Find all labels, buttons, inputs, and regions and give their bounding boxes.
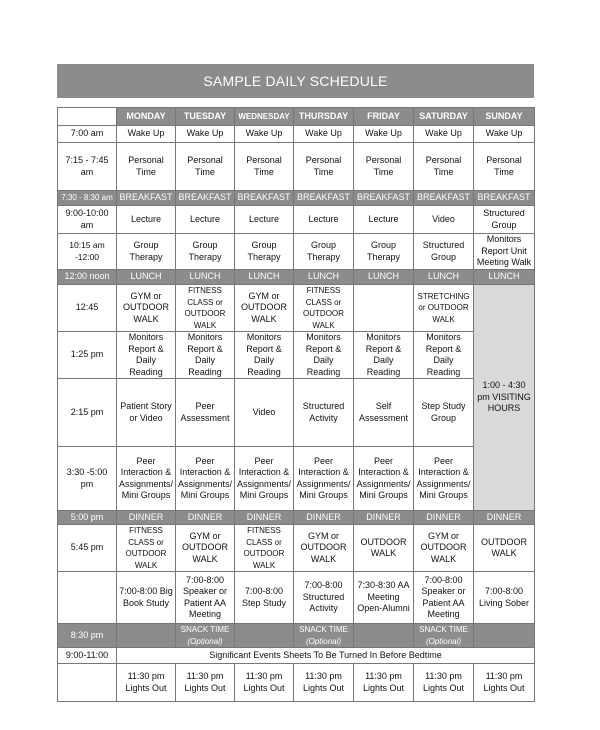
table-cell: 11:30 pm Lights Out <box>414 664 474 702</box>
time-cell: 7:15 - 7:45 am <box>58 143 117 191</box>
table-cell: 7:00-8:00 Step Study <box>235 572 294 624</box>
time-cell: 9:00-11:00 <box>58 648 117 664</box>
table-cell: LUNCH <box>294 270 354 285</box>
day-monday: MONDAY <box>117 108 176 126</box>
dinner-row <box>58 511 535 525</box>
table-cell: Monitors Report & Daily Reading <box>176 332 235 379</box>
table-cell: Group Therapy <box>235 234 294 270</box>
table-cell: FITNESS CLASS or OUTDOOR WALK <box>235 525 294 572</box>
time-cell: 3:30 -5:00 pm <box>58 447 117 511</box>
snack-row <box>58 624 535 648</box>
table-cell: Wake Up <box>117 126 176 143</box>
table-row <box>58 379 535 447</box>
day-friday: FRIDAY <box>354 108 414 126</box>
table-cell: Monitors Report & Daily Reading <box>294 332 354 379</box>
schedule-table <box>57 107 535 702</box>
table-cell: LUNCH <box>235 270 294 285</box>
table-cell: Wake Up <box>354 126 414 143</box>
table-cell: BREAKFAST <box>294 191 354 206</box>
table-row <box>58 664 535 702</box>
optional-label: (Optional) <box>425 636 462 646</box>
table-cell: Peer Interaction & Assignments/ Mini Groups <box>294 447 354 511</box>
table-cell: Wake Up <box>474 126 535 143</box>
table-cell: 7:30-8:30 AA Meeting Open-Alumni <box>354 572 414 624</box>
time-cell: 7:30 - 8:30 am <box>58 191 117 206</box>
table-cell: Group Therapy <box>117 234 176 270</box>
table-cell: Personal Time <box>176 143 235 191</box>
table-cell: Lecture <box>117 206 176 234</box>
table-row <box>58 525 535 572</box>
table-cell: DINNER <box>294 511 354 525</box>
table-cell: Personal Time <box>414 143 474 191</box>
day-saturday: SATURDAY <box>414 108 474 126</box>
table-cell: 11:30 pm Lights Out <box>294 664 354 702</box>
table-cell: Personal Time <box>235 143 294 191</box>
table-cell: Step Study Group <box>414 379 474 447</box>
table-cell: Monitors Report & Daily Reading <box>235 332 294 379</box>
table-cell: Peer Interaction & Assignments/ Mini Groups <box>235 447 294 511</box>
table-cell: Structured Activity <box>294 379 354 447</box>
time-cell: 5:45 pm <box>58 525 117 572</box>
table-cell: LUNCH <box>354 270 414 285</box>
table-cell: Structured Group <box>474 206 535 234</box>
time-cell <box>58 572 117 624</box>
breakfast-row <box>58 191 535 206</box>
table-cell: Peer Interaction & Assignments/ Mini Groups <box>354 447 414 511</box>
table-cell: 7:00-8:00 Speaker or Patient AA Meeting <box>414 572 474 624</box>
time-cell: 1:25 pm <box>58 332 117 379</box>
table-cell: Personal Time <box>474 143 535 191</box>
table-row <box>58 648 535 664</box>
table-cell: Peer Assessment <box>176 379 235 447</box>
table-cell: GYM or OUTDOOR WALK <box>117 285 176 332</box>
lunch-row <box>58 270 535 285</box>
time-cell: 7:00 am <box>58 126 117 143</box>
table-cell: GYM or OUTDOOR WALK <box>294 525 354 572</box>
day-thursday: THURSDAY <box>294 108 354 126</box>
table-cell: FITNESS CLASS or OUTDOOR WALK <box>294 285 354 332</box>
table-cell: 7:00-8:00 Speaker or Patient AA Meeting <box>176 572 235 624</box>
table-cell: 11:30 pm Lights Out <box>176 664 235 702</box>
header-corner <box>58 108 117 126</box>
table-cell: Peer Interaction & Assignments/ Mini Groups <box>414 447 474 511</box>
table-cell: Personal Time <box>294 143 354 191</box>
table-cell: DINNER <box>474 511 535 525</box>
table-cell: Lecture <box>354 206 414 234</box>
table-cell: 11:30 pm Lights Out <box>235 664 294 702</box>
table-cell: Video <box>414 206 474 234</box>
table-cell: BREAKFAST <box>414 191 474 206</box>
table-cell: OUTDOOR WALK <box>354 525 414 572</box>
table-cell <box>354 624 414 648</box>
table-cell: DINNER <box>176 511 235 525</box>
time-cell <box>58 664 117 702</box>
table-cell: 11:30 pm Lights Out <box>117 664 176 702</box>
time-cell: 9:00-10:00 am <box>58 206 117 234</box>
table-cell: LUNCH <box>474 270 535 285</box>
time-cell: 12:45 <box>58 285 117 332</box>
page-title <box>57 64 534 98</box>
table-cell: GYM or OUTDOOR WALK <box>414 525 474 572</box>
table-cell: 11:30 pm Lights Out <box>474 664 535 702</box>
table-cell: Peer Interaction & Assignments/ Mini Groups <box>117 447 176 511</box>
optional-label: (Optional) <box>187 636 223 646</box>
time-cell: 12:00 noon <box>58 270 117 285</box>
table-cell: Wake Up <box>414 126 474 143</box>
table-cell: Patient Story or Video <box>117 379 176 447</box>
table-cell: GYM or OUTDOOR WALK <box>176 525 235 572</box>
table-cell: Peer Interaction & Assignments/ Mini Groups <box>176 447 235 511</box>
day-wednesday: WEDNESDAY <box>235 108 294 126</box>
table-cell: Group Therapy <box>354 234 414 270</box>
table-cell: FITNESS CLASS or OUTDOOR WALK <box>176 285 235 332</box>
table-cell: STRETCHING or OUTDOOR WALK <box>414 285 474 332</box>
table-cell: Personal Time <box>354 143 414 191</box>
table-cell: LUNCH <box>176 270 235 285</box>
table-cell <box>235 624 294 648</box>
table-row <box>58 234 535 270</box>
optional-label: (Optional) <box>305 636 342 646</box>
time-cell: 5:00 pm <box>58 511 117 525</box>
table-cell: BREAKFAST <box>474 191 535 206</box>
table-row <box>58 206 535 234</box>
time-cell: 10:15 am -12:00 <box>58 234 117 270</box>
table-cell <box>414 624 474 648</box>
table-cell: Lecture <box>235 206 294 234</box>
table-cell <box>176 624 235 648</box>
table-cell: Video <box>235 379 294 447</box>
table-cell: 7:00-8:00 Living Sober <box>474 572 535 624</box>
table-cell: BREAKFAST <box>117 191 176 206</box>
table-cell: Lecture <box>294 206 354 234</box>
snack-label: SNACK TIME <box>180 625 230 634</box>
table-cell: Wake Up <box>176 126 235 143</box>
table-cell <box>354 285 414 332</box>
table-cell: OUTDOOR WALK <box>474 525 535 572</box>
snack-label: SNACK TIME <box>299 625 348 634</box>
table-cell: DINNER <box>354 511 414 525</box>
visiting-hours-text: 1:00 - 4:30 pm VISITING HOURS <box>477 380 531 414</box>
time-cell: 8:30 pm <box>58 624 117 648</box>
table-row <box>58 572 535 624</box>
table-cell: Lecture <box>176 206 235 234</box>
day-sunday: SUNDAY <box>474 108 535 126</box>
visiting-hours-cell <box>474 285 535 511</box>
table-cell: BREAKFAST <box>235 191 294 206</box>
table-cell: FITNESS CLASS or OUTDOOR WALK <box>117 525 176 572</box>
table-cell: LUNCH <box>117 270 176 285</box>
table-cell: Structured Group <box>414 234 474 270</box>
table-cell <box>117 624 176 648</box>
table-cell: Group Therapy <box>294 234 354 270</box>
table-cell: Monitors Report & Daily Reading <box>117 332 176 379</box>
table-cell: LUNCH <box>414 270 474 285</box>
table-cell <box>294 624 354 648</box>
header-row <box>58 108 535 126</box>
table-cell: DINNER <box>117 511 176 525</box>
table-cell: 7:00-8:00 Big Book Study <box>117 572 176 624</box>
table-row <box>58 143 535 191</box>
table-cell: Self Assessment <box>354 379 414 447</box>
table-cell: BREAKFAST <box>176 191 235 206</box>
table-row <box>58 126 535 143</box>
table-cell: DINNER <box>414 511 474 525</box>
table-cell: BREAKFAST <box>354 191 414 206</box>
table-row <box>58 285 535 332</box>
table-cell <box>474 624 535 648</box>
table-cell: GYM or OUTDOOR WALK <box>235 285 294 332</box>
table-row <box>58 332 535 379</box>
table-row <box>58 447 535 511</box>
significant-events-cell: Significant Events Sheets To Be Turned In Before Bedtime <box>117 648 535 664</box>
table-cell: Wake Up <box>294 126 354 143</box>
table-cell: Wake Up <box>235 126 294 143</box>
day-tuesday: TUESDAY <box>176 108 235 126</box>
snack-label: SNACK TIME <box>419 625 468 634</box>
table-cell: Monitors Report & Daily Reading <box>414 332 474 379</box>
table-cell: 11:30 pm Lights Out <box>354 664 414 702</box>
title-text: SAMPLE DAILY SCHEDULE <box>203 73 388 89</box>
table-cell: Group Therapy <box>176 234 235 270</box>
time-cell: 2:15 pm <box>58 379 117 447</box>
table-cell: Personal Time <box>117 143 176 191</box>
table-cell: Monitors Report & Daily Reading <box>354 332 414 379</box>
table-cell: DINNER <box>235 511 294 525</box>
table-cell: Monitors Report Unit Meeting Walk <box>474 234 535 270</box>
table-cell: 7:00-8:00 Structured Activity <box>294 572 354 624</box>
